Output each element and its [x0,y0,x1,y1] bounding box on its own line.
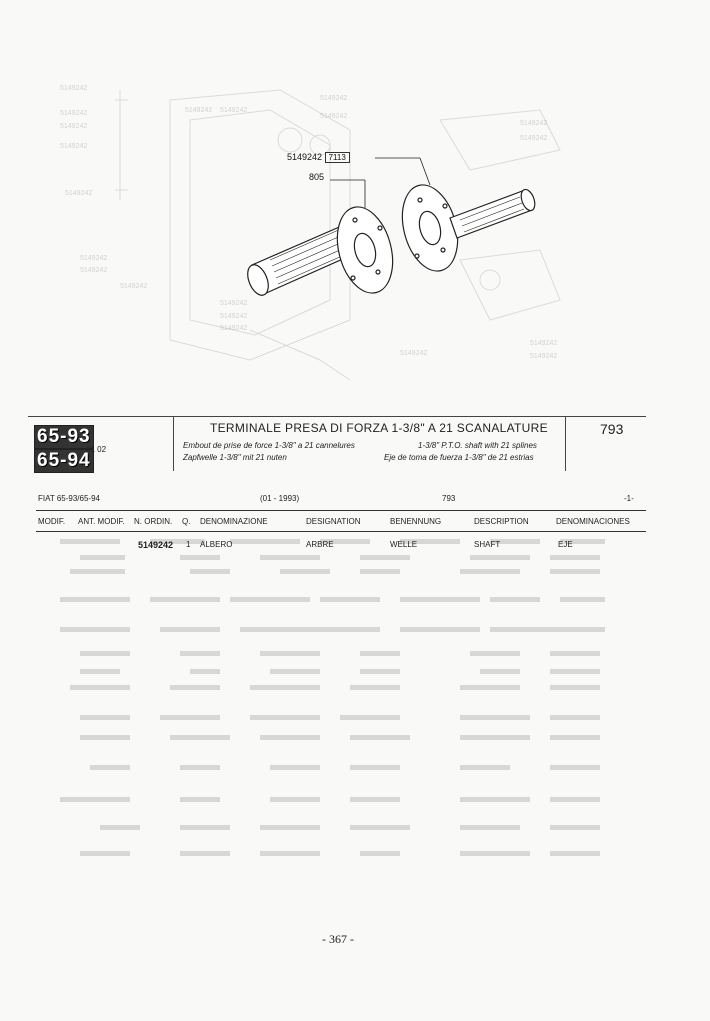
cell-description: SHAFT [474,540,501,549]
svg-text:5149242: 5149242 [520,120,548,127]
svg-text:5149242: 5149242 [65,190,93,197]
col-denominaciones: DENOMINACIONES [556,517,630,526]
svg-text:5149242: 5149242 [530,340,558,347]
model-badge-1: 65-93 [34,425,94,449]
svg-text:5149242: 5149242 [60,123,88,130]
divider [173,417,174,471]
col-denominazione: DENOMINAZIONE [200,517,268,526]
callout-box-ref: 7113 [325,152,350,163]
exploded-drawing [20,60,660,400]
col-qty: Q. [182,517,191,526]
svg-text:5149242: 5149242 [320,113,348,120]
col-benennung: BENENNUNG [390,517,442,526]
svg-text:5149242: 5149242 [80,267,108,274]
callout-part-number [287,152,350,162]
bleed-through [60,535,620,875]
svg-text:5149242: 5149242 [60,110,88,117]
svg-text:5149242: 5149242 [530,353,558,360]
catalog-date: (01 - 1993) [260,494,300,503]
model-badge-2: 65-94 [34,449,94,473]
table-header [36,510,646,532]
svg-text:5149242: 5149242 [320,95,348,102]
cell-benennung: WELLE [390,540,418,549]
page-footer-number: - 367 - [322,932,354,946]
svg-text:5149242: 5149242 [520,135,548,142]
col-description: DESCRIPTION [474,517,529,526]
title-spanish: Eje de toma de fuerza 1-3/8" de 21 estrias [384,453,534,462]
title-italian: TERMINALE PRESA DI FORZA 1-3/8" A 21 SCANALATURE [210,421,548,435]
callout-item: 805 [309,172,325,182]
svg-text:5149242: 5149242 [400,350,428,357]
svg-text:5149242: 5149242 [60,85,88,92]
divider [565,417,566,471]
col-designation: DESIGNATION [306,517,361,526]
cell-ordin: 5149242 [138,540,174,550]
cell-denominaciones: EJE [558,540,573,549]
svg-text:5149242: 5149242 [185,107,213,114]
col-ant-modif: ANT. MODIF. [78,517,125,526]
svg-text:5149242: 5149242 [220,107,248,114]
svg-text:5149242: 5149242 [120,283,148,290]
svg-text:5149242: 5149242 [60,143,88,150]
svg-text:5149242: 5149242 [220,325,248,332]
svg-text:5149242: 5149242 [80,255,108,262]
cell-designation: ARBRE [306,540,334,549]
catalog-code: 793 [442,494,456,503]
model-sub: 01 02 [86,445,107,454]
title-german: Zapfwelle 1-3/8" mit 21 nuten [183,453,287,462]
title-french: Embout de prise de force 1-3/8" a 21 cannelures [183,441,355,450]
svg-text:5149242: 5149242 [220,300,248,307]
col-modif: MODIF. [38,517,66,526]
catalog-model: FIAT 65-93/65-94 [38,494,100,503]
page-code: 793 [600,421,624,437]
col-ordin: N. ORDIN. [134,517,173,526]
catalog-page: -1- [624,494,634,503]
section-header [28,416,646,473]
cell-qty: 1 [186,540,191,549]
callout-part-number-text: 5149242 [287,152,323,162]
title-english: 1-3/8" P.T.O. shaft with 21 splines [418,441,537,450]
svg-text:5149242: 5149242 [220,313,248,320]
cell-denominazione: ALBERO [200,540,233,549]
